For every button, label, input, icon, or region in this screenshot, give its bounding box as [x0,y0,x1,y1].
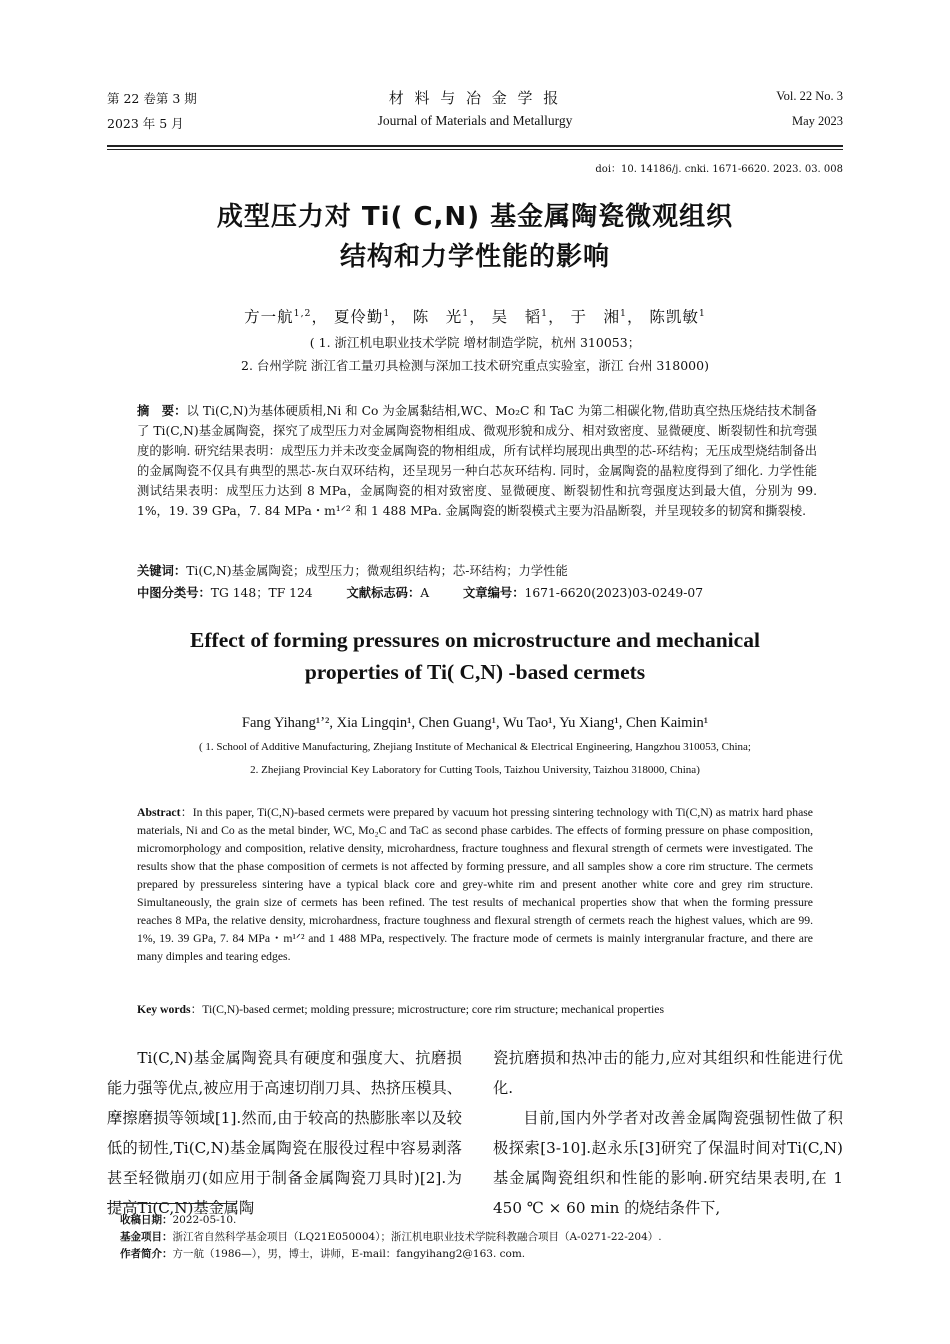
volume-cn: 第 22 卷第 3 期 [107,91,197,106]
volume-en: Vol. 22 No. 3 [776,89,843,103]
affiliation-en-2: 2. Zhejiang Provincial Key Laboratory for Cutting Tools, Taizhou University, Taizhou 318000, China) [250,764,700,776]
journal-title-en: Journal of Materials and Metallurgy [377,113,573,128]
author-cn-4: 吴 韬 [491,308,542,326]
header-rule-thin [107,149,843,150]
title-en-line1: Effect of forming pressures on microstructure and mechanical [190,628,760,652]
keywords-en [137,1001,813,1019]
doc-code-label: 文献标志码： [346,586,421,600]
body-left-paragraph-1: Ti(C,N)基金属陶瓷具有硬度和强度大、抗磨损能力强等优点,被应用于高速切削刀具、热挤压模具、摩擦磨损等领域[1].然而,由于较高的热膨胀率以及较低的韧性,Ti(C,N)基金属陶瓷在服役过程中容易剥落甚至轻微崩刃(如应用于制备金属陶瓷刀具时)[2].为提高Ti(C,N)基金属陶 [107,1049,462,1217]
keywords-cn [137,561,817,581]
author-cn-3: 陈 光 [412,308,463,326]
author-cn-5: 于 湘 [570,308,621,326]
abstract-en-text: ：In this paper, Ti(C,N)-based cermets were prepared by vacuum hot pressing sintering technology with Ti(C,N) as matrix hard phase materials, Ni and Co as the metal binder, WC, Mo₂C and TaC as second phase carbides. The effects of forming pressure on phase composition, micromorphology and composition, relative density, microhardness, fracture toughness and flexural strength of cermets were investigated. The results show that the phase composition of cermets is not affected by forming pressure, and all samples show a core rim structure. The cermets prepared by pressureless sintering have a typical black core and grey-white rim and present another white core and grey rim structure. Simultaneously, the grain size of cermets has been refined. The test results of mechanical properties show that when the forming pressure reaches 8 MPa, the relative density, microhardness, fracture toughness and flexural strength of cermets reach the highest values, which are 99. 1%, 19. 39 GPa, 7. 84 MPa・m¹ᐟ² and 1 488 MPa, respectively. The fracture mode of cermets is mainly intergranular fracture, and there are many dimples and tearing edges. [137,806,813,963]
body-right-paragraph-1: 瓷抗磨损和热冲击的能力,应对其组织和性能进行优化. [493,1049,843,1097]
received-label: 收稿日期： [120,1214,173,1226]
fund-label: 基金项目： [120,1231,173,1243]
date-en: May 2023 [791,114,843,128]
title-cn-line1: 成型压力对 Ti( C,N) 基金属陶瓷微观组织 [216,202,734,232]
article-number-label: 文章编号： [463,586,525,600]
author-cn-6: 陈凯敏 [649,308,699,326]
author-bio-label: 作者简介： [120,1248,173,1260]
footnote-received [120,1212,840,1228]
abstract-en-label: Abstract [137,806,181,819]
author-cn-1: 方一航 [244,308,294,326]
keywords-cn-label: 关键词： [137,564,187,578]
title-cn-line2: 结构和力学性能的影响 [339,242,610,272]
affiliation-cn-1: ( 1. 浙江机电职业技术学院 增材制造学院，杭州 310053； [309,335,641,350]
journal-title-cn: 材 料 与 冶 金 学 报 [388,89,562,107]
author-cn-4-sup: 1 [541,307,549,319]
clc-label: 中图分类号： [137,586,211,600]
author-cn-5-sup: 1 [620,307,627,319]
abstract-cn-text: 以 Ti(C,N)为基体硬质相,Ni 和 Co 为金属黏结相,WC、Mo₂C 和 TaC 为第二相碳化物,借助真空热压烧结技术制备了 Ti(C,N)基金属陶瓷，探究了成型压力对金属陶瓷物相组成、微观形貌和成分、相对致密度、显微硬度、断裂韧性和抗弯强度的影响. 研究结果表明：成型压力并未改变金属陶瓷的物相组成，所有试样均展现出典型的芯-环结构；无压成型烧结制备出的金属陶瓷不仅具有典型的黑芯-灰白双环结构，还呈现另一种白芯灰环结构. 同时，金属陶瓷的晶粒度得到了细化. 力学性能测试结果表明：成型压力达到 8 MPa，金属陶瓷的相对致密度、显微硬度、断裂韧性和抗弯强度达到最大值，分别为 99. 1%，19. 39 GPa，7. 84 MPa・m¹ᐟ² 和 1 488 MPa. 金属陶瓷的断裂模式主要为沿晶断裂，并呈现较多的韧窝和撕裂棱. [137,404,817,518]
abstract-cn-label: 摘 要： [137,404,187,418]
date-cn: 2023 年 5 月 [107,116,184,131]
affiliation-en-1: ( 1. School of Additive Manufacturing, Zhejiang Institute of Mechanical & Electrical Engineering, Hangzhou 310053, China; [199,741,751,753]
body-right-paragraph-2: 目前,国内外学者对改善金属陶瓷强韧性做了积极探索[3-10].赵永乐[3]研究了保温时间对Ti(C,N)基金属陶瓷组织和性能的影响.研究结果表明,在 1 450 ℃ × 60 min 的烧结条件下, [493,1109,843,1217]
footnote-author [120,1246,840,1262]
received-date: 2022-05-10. [172,1214,237,1226]
author-cn-6-sup: 1 [698,307,706,319]
abstract-cn [137,401,817,521]
body-column-right [493,1043,843,1223]
keywords-cn-text: Ti(C,N)基金属陶瓷；成型压力；微观组织结构；芯-环结构；力学性能 [186,564,568,578]
keywords-en-text: ：Ti(C,N)-based cermet; molding pressure; microstructure; core rim structure; mechanical properties [190,1003,664,1016]
classification [137,583,817,603]
author-cn-2: 夏伶勤 [333,308,384,326]
author-cn-2-sup: 1 [383,307,391,319]
doc-code-value: A [420,586,430,600]
fund-text: 浙江省自然科学基金项目（LQ21E050004）；浙江机电职业技术学院科教融合项目（A-0271-22-204）. [172,1231,662,1243]
doi: doi：10. 14186/j. cnki. 1671-6620. 2023. 03. 008 [595,164,843,175]
footnote-rule [107,1203,237,1204]
author-cn-1-sup: 1,2 [293,307,312,319]
title-en-line2: properties of Ti( C,N) -based cermets [304,660,646,684]
header-rule-thick [107,145,843,147]
authors-cn: 方一航$^{1,2}$， 夏伶勤$^1$， 陈 光$^1$， 吴 韬$^1$， 于 湘$^1$， 陈凯敏$^1$ [244,307,706,326]
affiliation-cn-2: 2. 台州学院 浙江省工量刃具检测与深加工技术研究重点实验室，浙江 台州 318000) [241,358,709,373]
body-column-left [107,1043,462,1223]
footnote-fund [120,1229,840,1245]
abstract-en [137,804,813,966]
article-number-value: 1671-6620(2023)03-0249-07 [524,586,704,600]
clc-value: TG 148；TF 124 [210,586,313,600]
author-cn-3-sup: 1 [462,307,470,319]
keywords-en-label: Key words [137,1003,191,1016]
authors-en: Fang Yihang¹ʼ², Xia Lingqin¹, Chen Guang¹, Wu Tao¹, Yu Xiang¹, Chen Kaimin¹ [241,715,709,731]
author-bio-text: 方一航（1986—），男，博士，讲师，E-mail：fangyihang2@163. com. [172,1248,526,1260]
